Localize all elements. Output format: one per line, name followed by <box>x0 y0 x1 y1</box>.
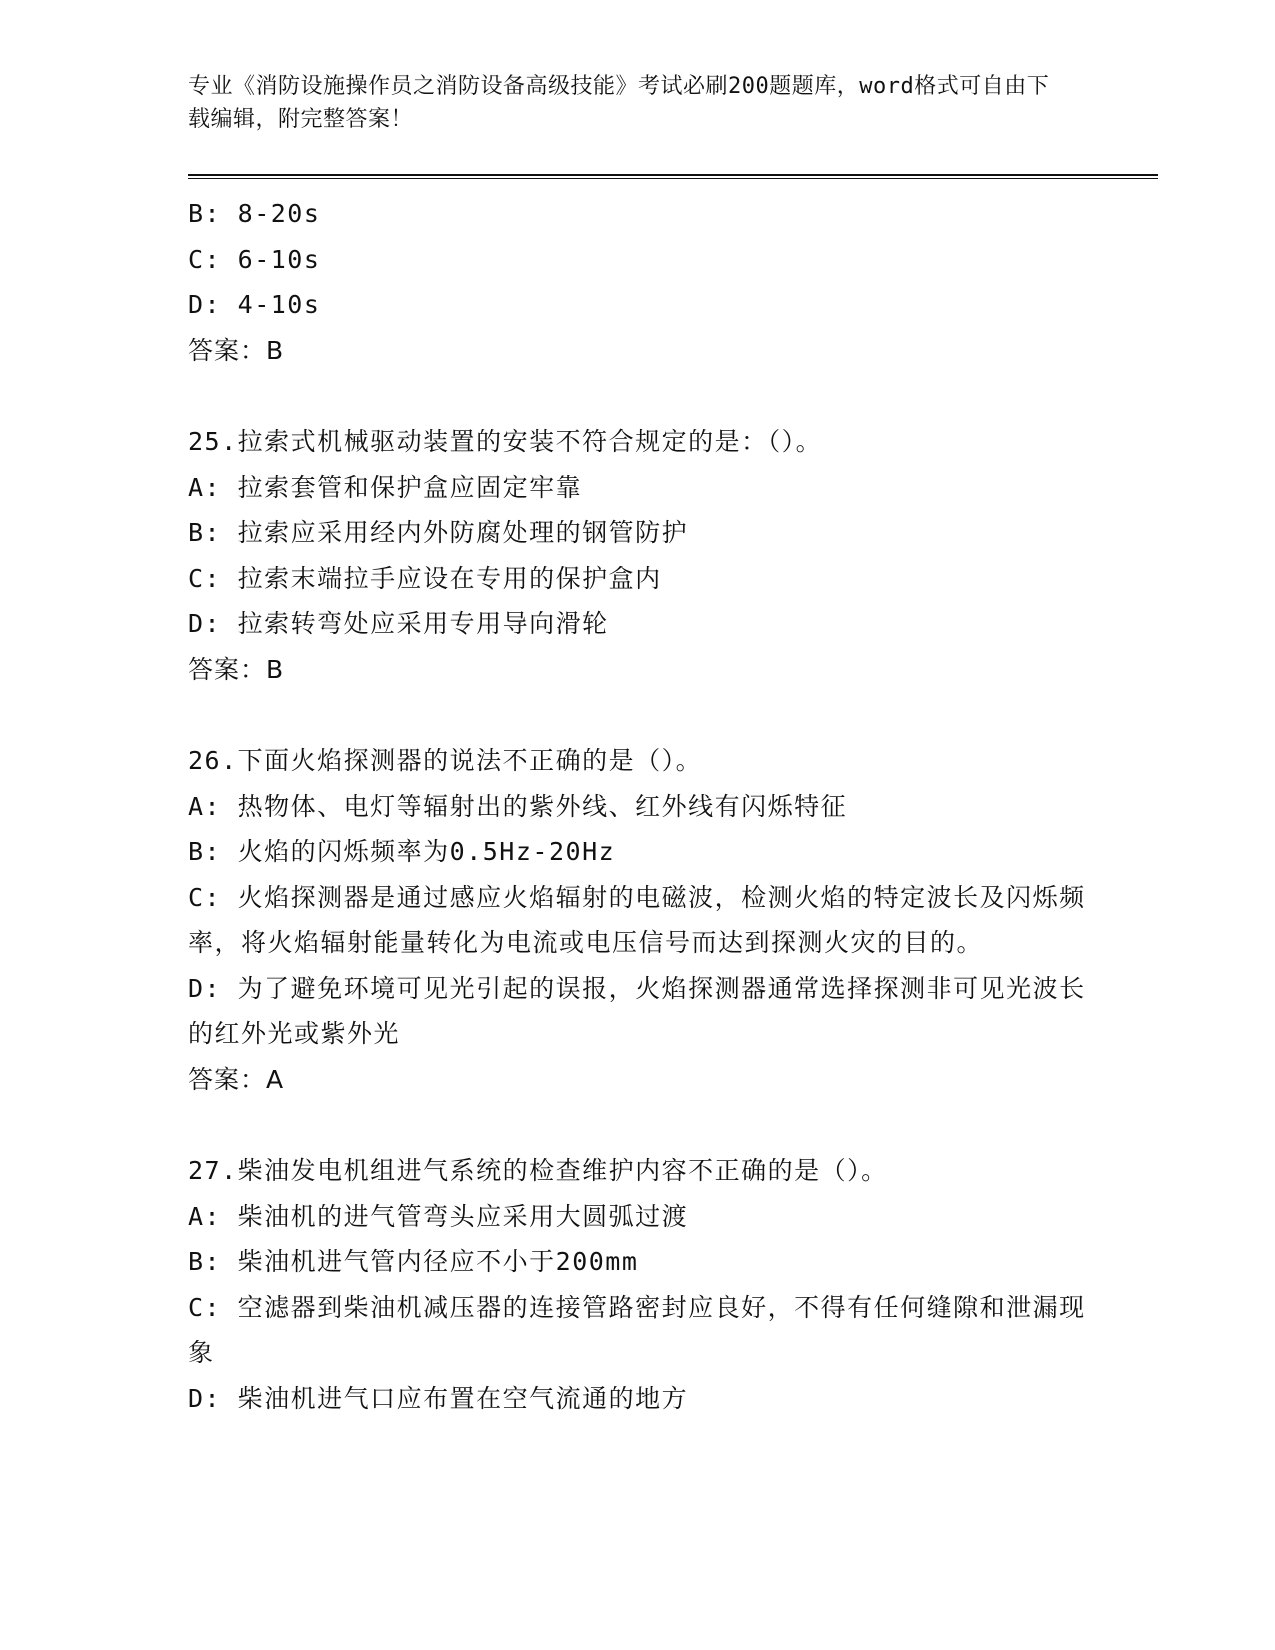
option-b: B: 柴油机进气管内径应不小于200mm <box>188 1247 639 1276</box>
document-page <box>188 70 1158 1421</box>
option-c: C: 火焰探测器是通过感应火焰辐射的电磁波，检测火焰的特定波长及闪烁频率，将火焰辐射能量转化为电流或电压信号而达到探测火灾的目的。 <box>188 882 1086 957</box>
option-c: C: 6-10s <box>188 244 321 274</box>
question-24-tail <box>188 191 1088 373</box>
option-c: C: 拉索末端拉手应设在专用的保护盒内 <box>188 563 662 593</box>
header-rule-thin <box>188 178 1158 179</box>
answer-line: 答案：A <box>188 1064 285 1094</box>
question-text: 25.拉索式机械驱动装置的安装不符合规定的是：（）。 <box>188 427 823 456</box>
option-b: B: 8-20s <box>188 199 321 228</box>
option-c: C: 空滤器到柴油机减压器的连接管路密封应良好，不得有任何缝隙和泄漏现象 <box>188 1292 1086 1367</box>
option-d: D: 拉索转弯处应采用专用导向滑轮 <box>188 609 609 638</box>
option-b: B: 拉索应采用经内外防腐处理的钢管防护 <box>188 518 689 547</box>
question-text: 27.柴油发电机组进气系统的检查维护内容不正确的是（）。 <box>188 1156 888 1185</box>
question-25 <box>188 419 1088 692</box>
option-d: D: 柴油机进气口应布置在空气流通的地方 <box>188 1383 689 1413</box>
question-27 <box>188 1148 1088 1421</box>
option-a: A: 柴油机的进气管弯头应采用大圆弧过渡 <box>188 1201 689 1231</box>
answer-line: 答案：B <box>188 335 285 365</box>
header-rule-thick <box>188 174 1158 176</box>
document-header: 专业《消防设施操作员之消防设备高级技能》考试必刷200题题库，word格式可自由下载编辑，附完整答案！ <box>188 74 1050 132</box>
spacer <box>188 692 1088 738</box>
option-d: D: 4-10s <box>188 290 321 319</box>
question-26 <box>188 738 1088 1102</box>
option-d: D: 为了避免环境可见光引起的误报，火焰探测器通常选择探测非可见光波长的红外光或紫外光 <box>188 973 1086 1048</box>
question-text: 26.下面火焰探测器的说法不正确的是（）。 <box>188 746 703 775</box>
question-content <box>188 191 1088 1421</box>
option-b: B: 火焰的闪烁频率为0.5Hz-20Hz <box>188 837 616 866</box>
answer-line: 答案：B <box>188 654 285 684</box>
spacer <box>188 1102 1088 1148</box>
spacer <box>188 373 1088 419</box>
option-a: A: 拉索套管和保护盒应固定牢靠 <box>188 472 583 502</box>
option-a: A: 热物体、电灯等辐射出的紫外线、红外线有闪烁特征 <box>188 791 848 821</box>
